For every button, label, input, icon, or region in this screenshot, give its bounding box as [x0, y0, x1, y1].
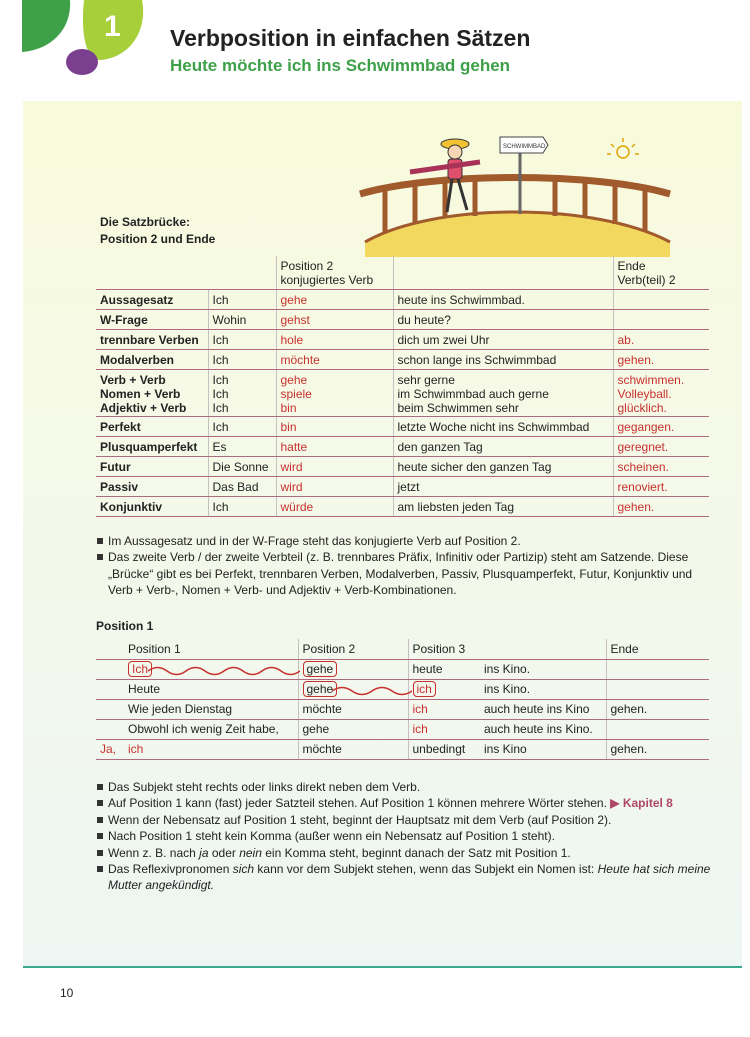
header-cell-empty	[96, 256, 208, 289]
chapter-number: 1	[104, 10, 121, 43]
position1-cell: Ich	[208, 289, 276, 309]
header-position1: Position 1	[124, 639, 298, 659]
prefix-cell	[96, 699, 124, 719]
end-line: schwimmen.	[617, 372, 685, 387]
position3-cell	[408, 679, 480, 699]
end-cell: gegangen.	[613, 416, 709, 436]
verb-position-table	[96, 256, 709, 517]
sentence-type	[96, 369, 208, 416]
header-end: Ende	[606, 639, 709, 659]
end-cell: gehen.	[613, 349, 709, 369]
end-cell: gehen.	[606, 699, 709, 719]
sentence-type: Konjunktiv	[96, 496, 208, 516]
header-end-title: Ende	[617, 259, 646, 273]
footer-rule	[23, 966, 742, 968]
header-position2-title: Position 2	[280, 259, 334, 273]
note-item: Nach Position 1 steht kein Komma (außer wenn ein Nebensatz auf Position 1 steht).	[96, 828, 716, 844]
note-text: Das Reflexivpronomen	[108, 862, 233, 877]
notes-list-2	[96, 779, 716, 894]
position2-cell: gehe	[276, 289, 393, 309]
sentence-type: W-Frage	[96, 309, 208, 329]
middle-cell: letzte Woche nicht ins Schwimmbad	[393, 416, 613, 436]
position1-cell	[124, 659, 298, 679]
header-position2	[276, 256, 393, 289]
middle-cell	[393, 369, 613, 416]
position2-cell: gehe	[298, 719, 408, 739]
table-row	[96, 476, 709, 496]
position2-cell: möchte	[276, 349, 393, 369]
table-row	[96, 329, 709, 349]
note-text: ein Komma steht, beginnt danach der Satz mit Position 1.	[261, 845, 571, 860]
position1-cell: Ich	[208, 496, 276, 516]
middle-line: im Schwimmbad auch gerne	[397, 386, 549, 401]
position2-line: spiele	[280, 386, 312, 401]
middle-cell: heute ins Schwimmbad.	[393, 289, 613, 309]
table-row	[96, 369, 709, 416]
rest-cell: ins Kino.	[480, 659, 606, 679]
page-subtitle: Heute möchte ich ins Schwimmbad gehen	[170, 56, 511, 75]
position2-cell: wird	[276, 456, 393, 476]
page-number: 10	[60, 986, 74, 1000]
section-label-position1: Position 1	[96, 619, 154, 633]
position2-cell: gehst	[276, 309, 393, 329]
position1-cell: Es	[208, 436, 276, 456]
subject-box: ich	[413, 681, 436, 697]
sentence-type-line: Adjektiv + Verb	[100, 400, 187, 415]
position1-cell: Die Sonne	[208, 456, 276, 476]
table-row	[96, 719, 709, 739]
position1-cell: Ich	[208, 416, 276, 436]
middle-cell: du heute?	[393, 309, 613, 329]
rest-cell: ins Kino.	[480, 679, 606, 699]
position3-cell: heute	[408, 659, 480, 679]
notes-list-1	[96, 533, 716, 599]
end-cell: scheinen.	[613, 456, 709, 476]
middle-cell: schon lange ins Schwimmbad	[393, 349, 613, 369]
table-row	[96, 456, 709, 476]
subject-box: Ich	[128, 661, 152, 677]
header-position2: Position 2	[298, 639, 408, 659]
note-item	[96, 845, 716, 861]
position3-cell: ich	[408, 699, 480, 719]
note-item: Das zweite Verb / der zweite Verbteil (z. B. trennbares Präfix, Infinitiv oder Partizip) steht am Satzende. Diese „Brücke“ gibt es bei Perfekt, trennbaren Verben, Modalverben, Passiv, Plusquamperfekt, Futur, Konjunktiv und Verb + Verb-, Nomen + Verb- und Adjektiv + Verb-Kombinationen.	[96, 549, 716, 598]
table-header-row	[96, 639, 709, 659]
note-italic: nein	[239, 845, 262, 860]
bridge-label-line1: Die Satzbrücke:	[100, 215, 191, 229]
end-cell	[606, 679, 709, 699]
note-example: Heute hat sich meine Mutter angekündigt.	[108, 862, 711, 893]
position2-line: gehe	[280, 372, 308, 387]
position2-cell: möchte	[298, 699, 408, 719]
sentence-type-line: Verb + Verb	[100, 372, 166, 387]
position2-cell	[276, 369, 393, 416]
sentence-type: Perfekt	[96, 416, 208, 436]
bridge-illustration	[355, 132, 675, 257]
table-row	[96, 309, 709, 329]
prefix-cell	[96, 719, 124, 739]
header-position2-subtitle: konjugiertes Verb	[280, 273, 374, 287]
position1-cell: Heute	[124, 679, 298, 699]
rest-cell: auch heute ins Kino.	[480, 719, 606, 739]
sentence-type: Futur	[96, 456, 208, 476]
table-row	[96, 496, 709, 516]
position1-cell: Das Bad	[208, 476, 276, 496]
position2-cell: würde	[276, 496, 393, 516]
page-title: Verbposition in einfachen Sätzen	[170, 25, 531, 51]
end-cell: ab.	[613, 329, 709, 349]
table-row	[96, 416, 709, 436]
position1-cell	[208, 369, 276, 416]
header-cell-empty	[480, 639, 606, 659]
prefix-cell	[96, 659, 124, 679]
note-italic: ja	[199, 845, 209, 860]
bridge-arch	[365, 212, 670, 257]
middle-cell: am liebsten jeden Tag	[393, 496, 613, 516]
position2-cell: wird	[276, 476, 393, 496]
header-cell-empty	[393, 256, 613, 289]
position2-cell: hole	[276, 329, 393, 349]
sign-text: SCHWIMMBAD	[503, 144, 546, 150]
table-row	[96, 699, 709, 719]
sentence-type: trennbare Verben	[96, 329, 208, 349]
sun-icon	[607, 138, 639, 158]
note-text: oder	[208, 845, 240, 860]
header-end	[613, 256, 709, 289]
position1-line: Ich	[212, 386, 229, 401]
end-cell	[606, 719, 709, 739]
table-row	[96, 679, 709, 699]
header-position3: Position 3	[408, 639, 480, 659]
position1-line: Ich	[212, 400, 229, 415]
position2-cell: hatte	[276, 436, 393, 456]
middle-cell: dich um zwei Uhr	[393, 329, 613, 349]
sentence-type: Aussagesatz	[96, 289, 208, 309]
middle-cell: heute sicher den ganzen Tag	[393, 456, 613, 476]
end-line: Volleyball.	[617, 386, 672, 401]
note-italic: sich	[232, 862, 255, 877]
position2-cell	[298, 659, 408, 679]
position1-cell: Ich	[208, 349, 276, 369]
table-row	[96, 349, 709, 369]
green-leaf-shape	[22, 0, 70, 52]
note-item	[96, 861, 716, 894]
sentence-type: Plusquamperfekt	[96, 436, 208, 456]
position2-cell	[298, 679, 408, 699]
position2-cell: bin	[276, 416, 393, 436]
position1-cell: Obwohl ich wenig Zeit habe,	[124, 719, 298, 739]
table-row	[96, 739, 709, 759]
end-cell: geregnet.	[613, 436, 709, 456]
rest-cell: auch heute ins Kino	[480, 699, 606, 719]
end-cell	[613, 309, 709, 329]
note-item	[96, 795, 716, 811]
position2-line: bin	[280, 400, 297, 415]
chapter-8-link[interactable]: ▶ Kapitel 8	[610, 796, 673, 811]
table-row	[96, 436, 709, 456]
position3-cell: ich	[408, 719, 480, 739]
position1-cell: Wie jeden Dienstag	[124, 699, 298, 719]
end-cell: renoviert.	[613, 476, 709, 496]
sentence-type: Passiv	[96, 476, 208, 496]
end-cell: gehen.	[606, 739, 709, 759]
end-cell	[613, 289, 709, 309]
note-item: Wenn der Nebensatz auf Position 1 steht, beginnt der Hauptsatz mit dem Verb (auf Position 2).	[96, 812, 716, 828]
rest-cell: ins Kino	[480, 739, 606, 759]
table-row	[96, 289, 709, 309]
bridge-label-line2: Position 2 und Ende	[100, 232, 216, 246]
header-cell-empty	[208, 256, 276, 289]
chapter-leaf-decoration	[0, 0, 150, 80]
position1-line: Ich	[212, 372, 229, 387]
end-cell: gehen.	[613, 496, 709, 516]
position2-cell: möchte	[298, 739, 408, 759]
prefix-cell: Ja,	[96, 739, 124, 759]
middle-line: beim Schwimmen sehr	[397, 400, 519, 415]
middle-line: sehr gerne	[397, 372, 455, 387]
position1-cell: Wohin	[208, 309, 276, 329]
note-item: Das Subjekt steht rechts oder links direkt neben dem Verb.	[96, 779, 716, 795]
end-cell	[613, 369, 709, 416]
table-row	[96, 659, 709, 679]
sentence-type-line: Nomen + Verb	[100, 386, 181, 401]
verb-box: gehe	[303, 681, 338, 697]
verb-box: gehe	[303, 661, 338, 677]
middle-cell: jetzt	[393, 476, 613, 496]
end-line: glücklich.	[617, 400, 667, 415]
header-cell-empty	[96, 639, 124, 659]
position1-cell: Ich	[208, 329, 276, 349]
table-header-row	[96, 256, 709, 289]
purple-leaf-shape	[66, 49, 98, 75]
position1-cell: ich	[124, 739, 298, 759]
position3-cell: unbedingt	[408, 739, 480, 759]
sentence-type: Modalverben	[96, 349, 208, 369]
note-item: Im Aussagesatz und in der W-Frage steht das konjugierte Verb auf Position 2.	[96, 533, 716, 549]
note-text: Auf Position 1 kann (fast) jeder Satzteil stehen. Auf Position 1 können mehrere Wörter stehen.	[108, 796, 607, 811]
middle-cell: den ganzen Tag	[393, 436, 613, 456]
note-text: Wenn z. B. nach	[108, 845, 200, 860]
prefix-cell	[96, 679, 124, 699]
end-cell	[606, 659, 709, 679]
header-end-subtitle: Verb(teil) 2	[617, 273, 676, 287]
note-text: kann vor dem Subjekt stehen, wenn das Subjekt ein Nomen ist:	[254, 862, 598, 877]
bridge-label	[100, 214, 215, 248]
position1-table	[96, 639, 709, 760]
